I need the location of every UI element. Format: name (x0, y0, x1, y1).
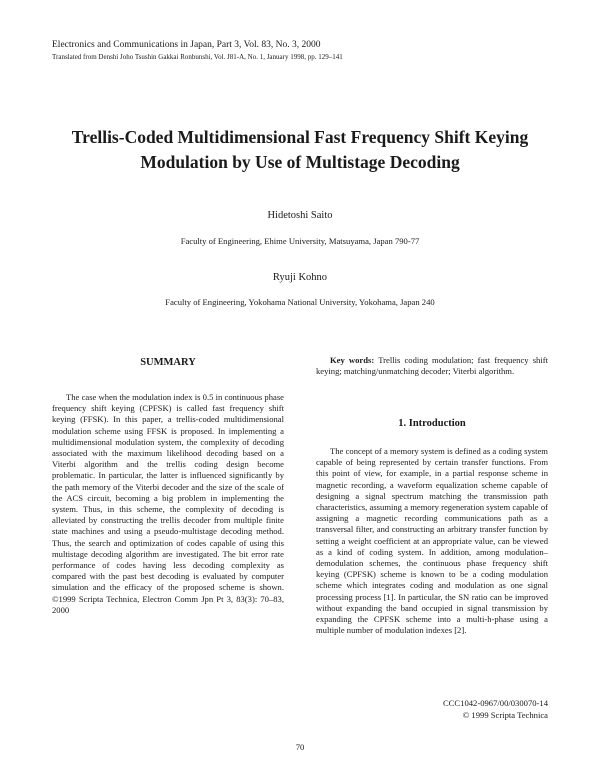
copyright-notice: © 1999 Scripta Technica (462, 710, 548, 720)
title-line-1: Trellis-Coded Multidimensional Fast Frequency Shift Keying (71, 127, 529, 147)
journal-citation: Electronics and Communications in Japan, Part 3, Vol. 83, No. 3, 2000 (52, 40, 321, 50)
summary-section (52, 392, 284, 616)
page-number: 70 (295, 742, 305, 752)
keywords-block (316, 355, 548, 377)
ccc-code: CCC1042-0967/00/030070-14 (442, 698, 548, 708)
author-affiliation-1: Faculty of Engineering, Ehime University, Matsuyama, Japan 790-77 (180, 236, 420, 246)
summary-text: The case when the modulation index is 0.5 in continuous phase frequency shift keying (CPFSK) is called fast frequency shift keying (FFSK). In this paper, a trellis-coded multidimensional modulation scheme using FFSK is proposed. In implementing a multidimensional modulation system, the complexity of decoding associated with the maximum likelihood decoding based on a Viterbi algorithm and the trellis coding design become problematic. In particular, the latter is influenced significantly by the path memory of the Viterbi decoder and the size of the scale of the ACS circuit, becoming a big problem in implementing the system. Thus, in this scheme, the complexity of decoding is alleviated by constructing the trellis decoder from multiple finite state machines and using a pseudo-multistage decoding method. Thus, the search and optimization of codes capable of using this multistage decoding algorithm are investigated. The bit error rate performance of codes having less decoding complexity as compared with the past best decoding is evaluated by computer simulation and the efficacy of the proposed scheme is shown. ©1999 Scripta Technica, Electron Comm Jpn Pt 3, 83(3): 70–83, 2000 (52, 392, 284, 615)
author-affiliation-2: Faculty of Engineering, Yokohama National University, Yokohama, Japan 240 (165, 297, 435, 307)
keywords-label: Key words: (330, 355, 375, 365)
introduction-heading: 1. Introduction (398, 418, 466, 429)
title-line-2: Modulation by Use of Multistage Decoding (140, 152, 460, 172)
introduction-text: The concept of a memory system is defined as a coding system capable of being represented by certain transfer functions. From this point of view, for example, in a partial response scheme in magnetic recording, a waveform equalization scheme capable of designing a signal spectrum matching the transmission path characteristics, assuming a memory regeneration system capable of assigning a magnetic recording communications path as a transversal filter, and constructing an arbitrary transfer function by setting a weight coefficient at an appropriate value, can be viewed as a kind of coding system. In addition, among modulation–demodulation schemes, the continuous phase frequency shift keying (CPFSK) scheme is known to be a coding modulation scheme which integrates coding and modulation as one signal processing process [1]. In particular, the SN ratio can be improved without expanding the band occupied in signal transmission by expanding the CPFSK scheme into a multi-h-phase using a multiple number of modulation indexes [2]. (316, 446, 548, 636)
keywords-text: Trellis coding modulation; fast frequency shift keying; matching/unmatching decoder; Viterbi algorithm. (316, 355, 548, 377)
translation-note: Translated from Denshi Joho Tsushin Gakkai Ronbunshi, Vol. J81-A, No. 1, January 1998, pp. 129–141 (52, 53, 343, 61)
author-name-1: Hidetoshi Saito (267, 210, 333, 221)
author-name-2: Ryuji Kohno (272, 272, 328, 283)
paper-title (40, 125, 560, 175)
introduction-section (316, 446, 548, 636)
summary-heading: SUMMARY (140, 357, 196, 368)
